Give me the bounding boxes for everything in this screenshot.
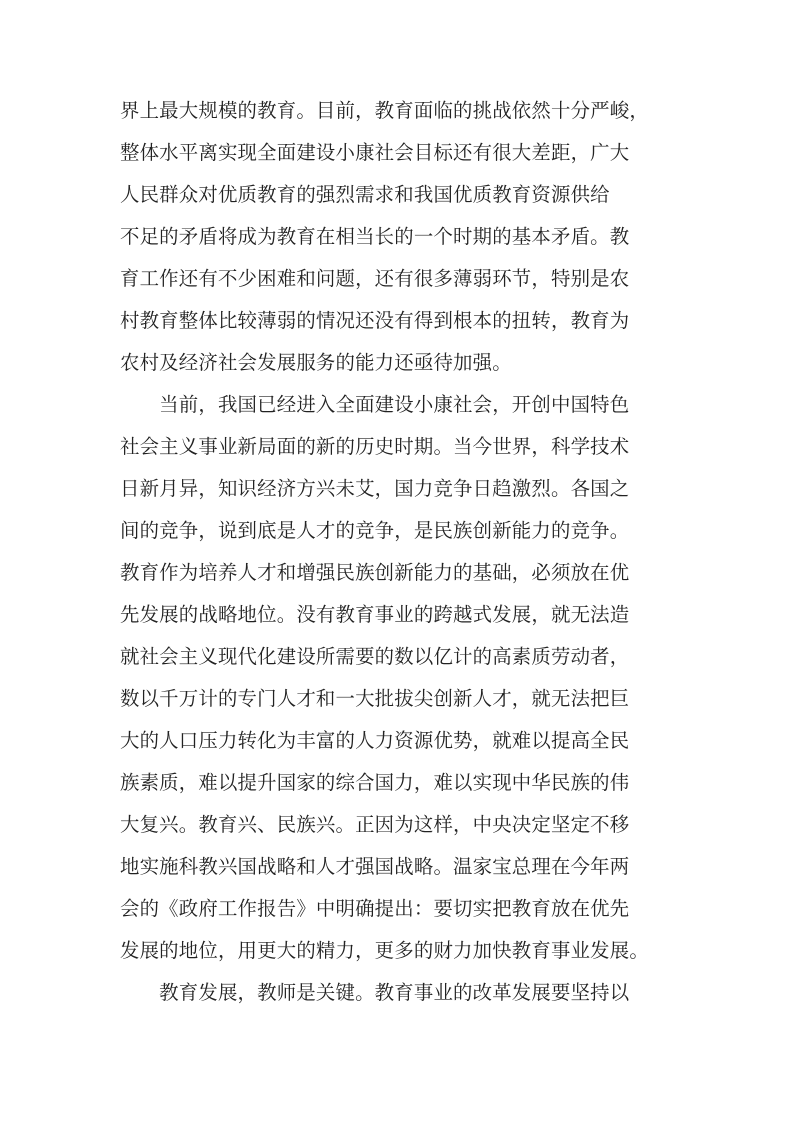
- text-line: 不足的矛盾将成为教育在相当长的一个时期的基本矛盾。教: [120, 225, 630, 248]
- text-line: 村教育整体比较薄弱的情况还没有得到根本的扭转，教育为: [120, 309, 630, 332]
- text-line: 育工作还有不少困难和问题，还有很多薄弱环节，特别是农: [120, 267, 630, 290]
- text-line: 就社会主义现代化建设所需要的数以亿计的高素质劳动者，: [120, 645, 630, 668]
- text-line: 社会主义事业新局面的新的历史时期。当今世界，科学技术: [120, 435, 630, 458]
- text-line: 大复兴。教育兴、民族兴。正因为这样，中央决定坚定不移: [120, 813, 630, 836]
- text-line: 整体水平离实现全面建设小康社会目标还有很大差距，广大: [120, 141, 630, 164]
- text-line: 教育作为培养人才和增强民族创新能力的基础，必须放在优: [120, 561, 630, 584]
- text-line: 日新月异，知识经济方兴未艾，国力竞争日趋激烈。各国之: [120, 477, 630, 500]
- text-line: 数以千万计的专门人才和一大批拔尖创新人才，就无法把巨: [120, 687, 630, 710]
- text-line: 发展的地位，用更大的精力，更多的财力加快教育事业发展。: [120, 939, 649, 962]
- text-line: 教育发展，教师是关键。教育事业的改革发展要坚持以: [120, 981, 630, 1004]
- text-line: 族素质，难以提升国家的综合国力，难以实现中华民族的伟: [120, 771, 630, 794]
- text-line: 当前，我国已经进入全面建设小康社会，开创中国特色: [120, 393, 630, 416]
- text-line: 先发展的战略地位。没有教育事业的跨越式发展，就无法造: [120, 603, 630, 626]
- text-line: 人民群众对优质教育的强烈需求和我国优质教育资源供给: [120, 183, 610, 206]
- text-line: 农村及经济社会发展服务的能力还亟待加强。: [120, 351, 512, 374]
- text-line: 间的竞争，说到底是人才的竞争，是民族创新能力的竞争。: [120, 519, 630, 542]
- text-line: 大的人口压力转化为丰富的人力资源优势，就难以提高全民: [120, 729, 630, 752]
- text-line: 地实施科教兴国战略和人才强国战略。温家宝总理在今年两: [120, 855, 630, 878]
- text-line: 界上最大规模的教育。目前，教育面临的挑战依然十分严峻，: [120, 99, 649, 122]
- text-line: 会的《政府工作报告》中明确提出：要切实把教育放在优先: [120, 897, 630, 920]
